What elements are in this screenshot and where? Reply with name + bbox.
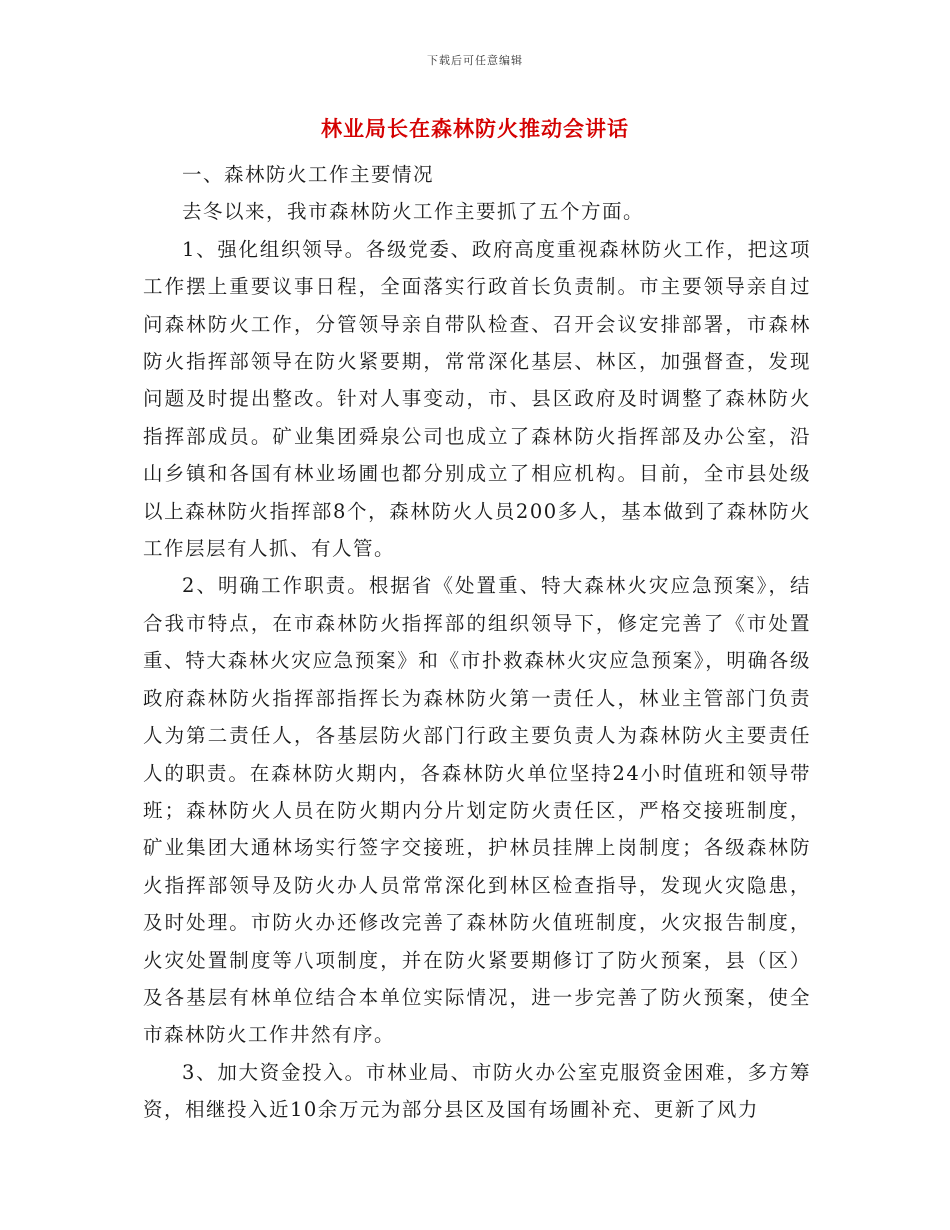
section-heading: 一、森林防火工作主要情况 bbox=[182, 163, 435, 186]
document-title: 林业局长在森林防火推动会讲话 bbox=[321, 117, 629, 141]
document-body bbox=[143, 156, 811, 1129]
paragraph-2: 2、明确工作职责。根据省《处置重、特大森林火灾应急预案》，结合我市特点，在市森林防火指挥部的组织领导下，修定完善了《市处置重、特大森林火灾应急预案》和《市扑救森林火灾应急预案》，明确各级政府森林防火指挥部指挥长为森林防火第一责任人，林业主管部门负责人为第二责任人，各基层防火部门行政主要负责人为森林防火主要责任人的职责。在森林防火期内，各森林防火单位坚持24小时值班和领导带班；森林防火人员在防火期内分片划定防火责任区，严格交接班制度，矿业集团大通林场实行签字交接班，护林员挂牌上岗制度；各级森林防火指挥部领导及防火办人员常常深化到林区检查指导，发现火灾隐患，及时处理。市防火办还修改完善了森林防火值班制度，火灾报告制度，火灾处置制度等八项制度，并在防火紧要期修订了防火预案，县（区）及各基层有林单位结合本单位实际情况，进一步完善了防火预案，使全市森林防火工作井然有序。 bbox=[143, 574, 811, 1047]
paragraph-1: 1、强化组织领导。各级党委、政府高度重视森林防火工作，把这项工作摆上重要议事日程，全面落实行政首长负责制。市主要领导亲自过问森林防火工作，分管领导亲自带队检查、召开会议安排部署，市森林防火指挥部领导在防火紧要期，常常深化基层、林区，加强督查，发现问题及时提出整改。针对人事变动，市、县区政府及时调整了森林防火指挥部成员。矿业集团舜泉公司也成立了森林防火指挥部及办公室，沿山乡镇和各国有林业场圃也都分别成立了相应机构。目前，全市县处级以上森林防火指挥部8个，森林防火人员200多人，基本做到了森林防火工作层层有人抓、有人管。 bbox=[143, 237, 811, 561]
paragraph-intro: 去冬以来，我市森林防火工作主要抓了五个方面。 bbox=[182, 200, 645, 224]
paragraph-3: 3、加大资金投入。市林业局、市防火办公室克服资金困难，多方筹资，相继投入近10余万元为部分县区及国有场圃补充、更新了风力 bbox=[143, 1060, 811, 1122]
header-note: 下载后可任意编辑 bbox=[427, 54, 523, 67]
